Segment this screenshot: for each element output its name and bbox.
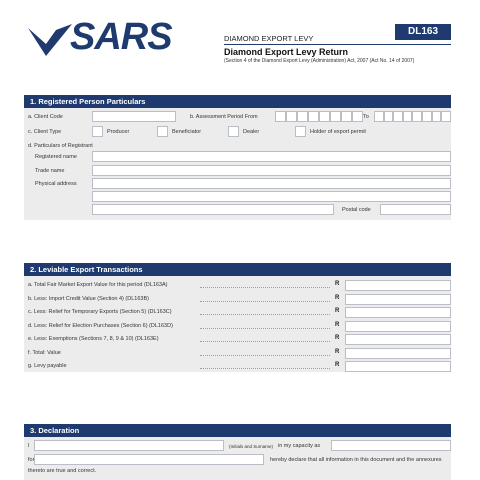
- registered-name-label: Registered name: [35, 154, 77, 160]
- postal-code-field[interactable]: [380, 204, 451, 215]
- declaration-statement-cont: thereto are true and correct.: [28, 468, 97, 474]
- period-to-digit[interactable]: [393, 111, 403, 122]
- registered-name-field[interactable]: [92, 151, 451, 162]
- client-type-permit-checkbox[interactable]: [295, 126, 306, 137]
- client-code-field[interactable]: [92, 111, 176, 122]
- declaration-statement: hereby declare that all information in this document and the annexures: [270, 457, 442, 463]
- declarant-name-field[interactable]: [34, 440, 224, 451]
- levy-row-label: e. Less: Exemptions (Sections 7, 8, 9 & 10) (DL163E): [28, 336, 159, 342]
- form-title: Diamond Export Levy Return: [224, 47, 349, 57]
- assessment-period-label: b. Assessment Period From: [190, 114, 258, 120]
- sars-logo-text: SARS: [70, 16, 172, 58]
- client-code-label: a. Client Code: [28, 114, 63, 120]
- levy-row-amount-field[interactable]: [345, 280, 451, 291]
- client-type-producer-checkbox[interactable]: [92, 126, 103, 137]
- sars-logo-swoosh-icon: [26, 20, 76, 60]
- form-category: DIAMOND EXPORT LEVY: [224, 34, 314, 43]
- period-from-digit[interactable]: [275, 111, 286, 122]
- section-2-title: 2. Leviable Export Transactions: [24, 263, 451, 276]
- client-type-label: c. Client Type: [28, 129, 62, 135]
- period-to-digit[interactable]: [384, 111, 394, 122]
- period-from-digit[interactable]: [297, 111, 308, 122]
- period-from-digit[interactable]: [330, 111, 341, 122]
- levy-row-leader: [200, 314, 330, 315]
- physical-address-line-3[interactable]: [92, 204, 334, 215]
- levy-row-label: f. Total: Value: [28, 349, 61, 356]
- levy-row-leader: [200, 328, 330, 329]
- period-to-digit[interactable]: [441, 111, 451, 122]
- declaration-for-label: for: [28, 457, 35, 463]
- client-type-dealer-label: Dealer: [243, 129, 260, 135]
- levy-row-label: a. Total Fair Market Export Value for this period (DL163A): [28, 282, 168, 288]
- levy-row-leader: [200, 301, 330, 302]
- levy-row-amount-field[interactable]: [345, 321, 451, 332]
- period-to-field[interactable]: [374, 111, 451, 122]
- client-type-beneficiator-checkbox[interactable]: [157, 126, 168, 137]
- capacity-label: in my capacity as: [278, 443, 321, 449]
- levy-row-amount-field[interactable]: [345, 334, 451, 345]
- period-to-digit[interactable]: [412, 111, 422, 122]
- period-from-digit[interactable]: [352, 111, 363, 122]
- section-3-title: 3. Declaration: [24, 424, 451, 437]
- sars-logo: [26, 16, 172, 60]
- client-type-producer-label: Producer: [107, 129, 130, 135]
- declaration-entity-field[interactable]: [34, 454, 264, 465]
- period-to-digit[interactable]: [432, 111, 442, 122]
- levy-row-currency: R: [335, 281, 340, 287]
- initials-note: (Initials and Surname): [229, 444, 274, 449]
- levy-row-leader: [200, 287, 330, 288]
- levy-row-leader: [200, 368, 330, 369]
- period-to-label: To: [363, 114, 369, 120]
- levy-row-amount-field[interactable]: [345, 294, 451, 305]
- capacity-field[interactable]: [331, 440, 451, 451]
- physical-address-line-1[interactable]: [92, 178, 451, 189]
- levy-row-leader: [200, 341, 330, 342]
- levy-row-label: b. Less: Import Credit Value (Section 4) (DL163B): [28, 295, 149, 302]
- levy-row-leader: [200, 355, 330, 356]
- form-subtitle: (Section 4 of the Diamond Export Levy (Administration) Act, 2007 (Act No. 14 of 2007): [224, 58, 415, 64]
- levy-row-label: d. Less: Relief for Election Purchases (Section 6) (DL163D): [28, 322, 173, 329]
- period-from-digit[interactable]: [341, 111, 352, 122]
- levy-row-currency: R: [335, 335, 340, 341]
- levy-row-currency: R: [335, 362, 340, 368]
- period-to-digit[interactable]: [403, 111, 413, 122]
- trade-name-label: Trade name: [35, 168, 65, 174]
- client-type-permit-label: Holder of export permit: [310, 129, 366, 135]
- section-1-title: 1. Registered Person Particulars: [24, 95, 451, 108]
- particulars-label: d. Particulars of Registrant: [28, 143, 93, 149]
- postal-code-label: Postal code: [342, 207, 371, 213]
- client-type-dealer-checkbox[interactable]: [228, 126, 239, 137]
- header-rule: [224, 44, 451, 45]
- period-to-digit[interactable]: [374, 111, 384, 122]
- period-from-digit[interactable]: [286, 111, 297, 122]
- levy-row-currency: R: [335, 321, 340, 328]
- client-type-beneficiator-label: Beneficiator: [172, 129, 202, 135]
- period-from-digit[interactable]: [308, 111, 319, 122]
- levy-row-label: c. Less: Relief for Temporary Exports (Section 5) (DL163C): [28, 309, 172, 315]
- period-from-field[interactable]: [275, 111, 363, 122]
- levy-row-currency: R: [335, 308, 340, 314]
- declaration-i-label: I: [28, 443, 30, 449]
- levy-row-amount-field[interactable]: [345, 307, 451, 318]
- levy-row-amount-field[interactable]: [345, 361, 451, 372]
- levy-row-label: g. Levy payable: [28, 363, 67, 369]
- levy-row-currency: R: [335, 348, 340, 355]
- form-code-badge: DL163: [395, 24, 451, 40]
- period-from-digit[interactable]: [319, 111, 330, 122]
- physical-address-line-2[interactable]: [92, 191, 451, 202]
- period-to-digit[interactable]: [422, 111, 432, 122]
- physical-address-label: Physical address: [35, 181, 77, 187]
- levy-row-amount-field[interactable]: [345, 348, 451, 359]
- trade-name-field[interactable]: [92, 165, 451, 176]
- levy-row-currency: R: [335, 294, 340, 301]
